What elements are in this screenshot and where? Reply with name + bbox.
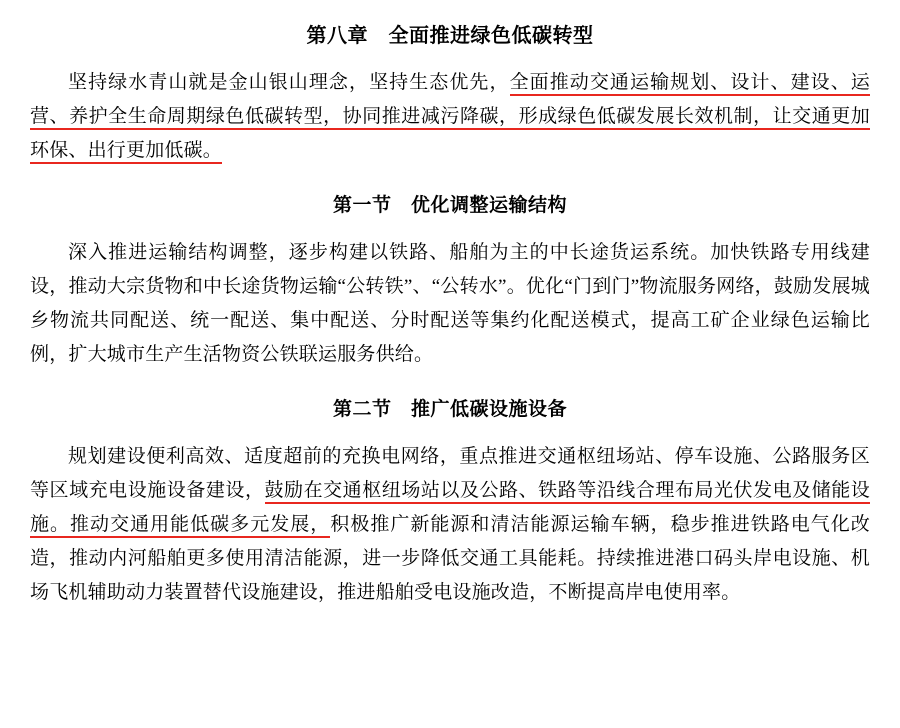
chapter-title: 第八章 全面推进绿色低碳转型 — [306, 25, 594, 47]
section-2-plain-before: 规划建设便利高效、适度超前的充换电网络，重点推进交通枢纽场站、停车设施、公路服务区等区域充电设施设备建设， — [30, 446, 870, 501]
document-body — [30, 20, 870, 610]
section-2-highlighted-text: 鼓励在交通枢纽场站以及公路、铁路等沿线合理布局光伏发电及储能设施。推动交通用能低碳多元发展， — [30, 480, 870, 538]
paragraph-highlighted-text: 全面推动交通运输规划、设计、建设、运营、养护全生命周期绿色低碳转型，协同推进减污降碳，形成绿色低碳发展长效机制，让交通更加环保、出行更加低碳。 — [30, 72, 870, 164]
chapter-intro-paragraph — [30, 66, 870, 168]
section-title-1: 第一节 优化调整运输结构 — [332, 195, 567, 216]
section-1-paragraph: 深入推进运输结构调整，逐步构建以铁路、船舶为主的中长途货运系统。加快铁路专用线建设，推动大宗货物和中长途货物运输“公转铁”、“公转水”。优化“门到门”物流服务网络，鼓励发展城乡物流共同配送、统一配送、集中配送、分时配送等集约化配送模式，提高工矿企业绿色运输比例，扩大城市生产生活物资公铁联运服务供给。 — [30, 242, 870, 365]
section-2-plain-after: 积极推广新能源和清洁能源运输车辆，稳步推进铁路电气化改造，推动内河船舶更多使用清洁能源，进一步降低交通工具能耗。持续推进港口码头岸电设施、机场飞机辅助动力装置替代设施建设，推进船舶受电设施改造，不断提高岸电使用率。 — [30, 514, 870, 603]
section-title-2: 第二节 推广低碳设施设备 — [332, 399, 567, 420]
paragraph-plain-text: 坚持绿水青山就是金山银山理念，坚持生态优先， — [68, 72, 510, 93]
section-2-paragraph — [30, 440, 870, 610]
